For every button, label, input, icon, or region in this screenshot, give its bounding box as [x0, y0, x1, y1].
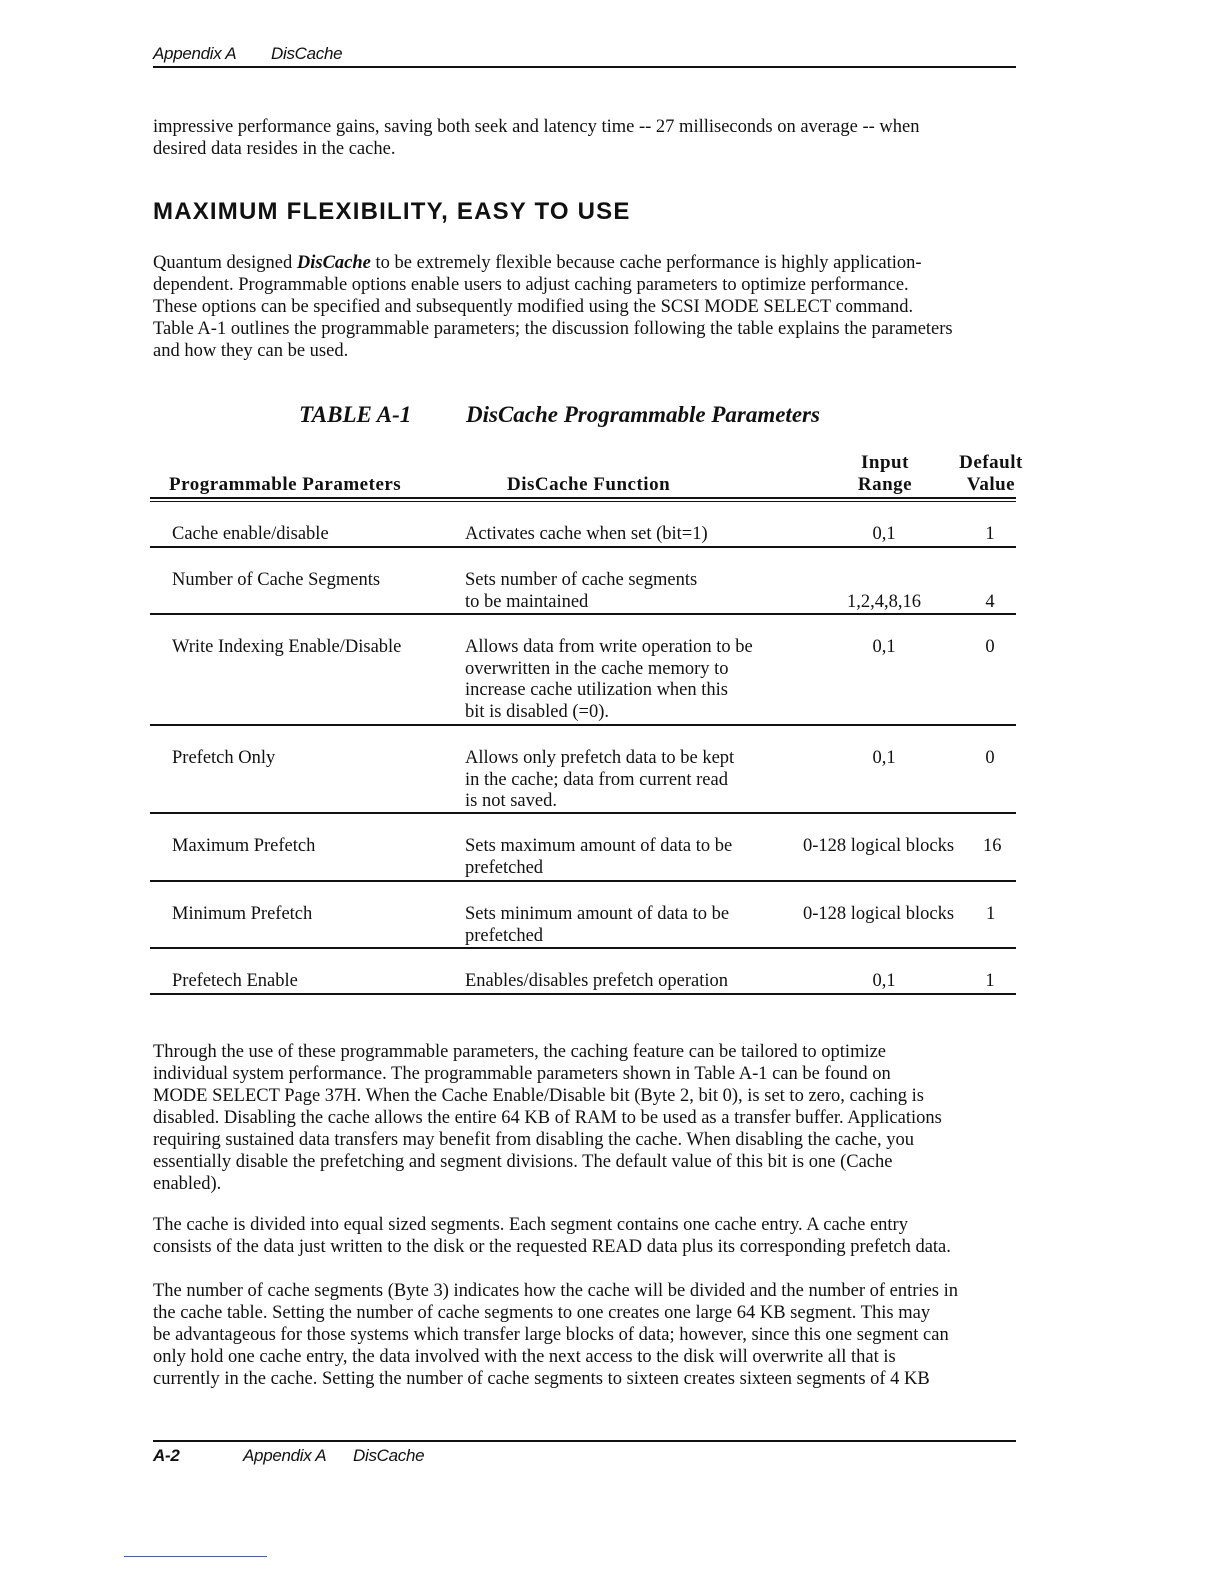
footer-appendix: Appendix A	[243, 1446, 327, 1465]
product-name: DisCache	[296, 253, 371, 273]
cell-parameter: Cache enable/disable	[172, 524, 329, 544]
body-paragraph	[153, 1280, 1023, 1390]
cell-range: 0-128 logical blocks	[803, 836, 955, 856]
text-line: The cache is divided into equal sized segments. Each segment contains one cache entry. A cache entry	[153, 1215, 908, 1235]
function-line: is not saved.	[465, 791, 557, 812]
header-default-value	[950, 452, 1032, 496]
section-title: MAXIMUM FLEXIBILITY, EASY TO USE	[153, 198, 631, 225]
page-number: A-2	[153, 1446, 180, 1465]
cell-range: 1,2,4,8,16	[847, 592, 921, 612]
text-line: the cache table. Setting the number of cache segments to one creates one large 64 KB segment. This may	[153, 1303, 931, 1323]
cell-parameter: Minimum Prefetch	[172, 904, 313, 924]
row-divider	[150, 812, 1016, 814]
cell-function	[465, 524, 708, 546]
text-line	[153, 252, 1023, 274]
cell-range: 0,1	[872, 971, 896, 991]
cell-range: 0,1	[872, 524, 896, 544]
cell-function	[465, 637, 753, 724]
function-line: bit is disabled (=0).	[465, 702, 610, 723]
header-input-range	[845, 452, 925, 496]
function-line: Sets number of cache segments	[465, 570, 698, 590]
text-line: MODE SELECT Page 37H. When the Cache Enable/Disable bit (Byte 2, bit 0), is set to zero, caching is	[153, 1086, 925, 1106]
text-line: Through the use of these programmable parameters, the caching feature can be tailored to optimize	[153, 1042, 887, 1062]
text-run: Quantum designed	[153, 253, 297, 273]
cell-default: 0	[985, 748, 995, 768]
footer-title: DisCache	[353, 1446, 425, 1465]
function-line: Enables/disables prefetch operation	[465, 971, 729, 991]
cell-default: 4	[985, 592, 995, 612]
row-divider	[150, 880, 1016, 882]
function-line: prefetched	[465, 857, 544, 878]
text-line: Table A-1 outlines the programmable parameters; the discussion following the table explains the parameters	[153, 319, 953, 339]
cell-parameter: Write Indexing Enable/Disable	[172, 637, 402, 657]
text-line: enabled).	[153, 1174, 222, 1194]
section-paragraph	[153, 252, 1023, 362]
function-line: Allows data from write operation to be	[465, 637, 753, 657]
text-line: essentially disable the prefetching and segment divisions. The default value of this bit is one (Cache	[153, 1152, 893, 1172]
header-programmable-parameters: Programmable Parameters	[169, 474, 402, 495]
text-line: and how they can be used.	[153, 341, 349, 361]
text-line: consists of the data just written to the disk or the requested READ data plus its corresponding prefetch data.	[153, 1237, 951, 1257]
cell-parameter: Number of Cache Segments	[172, 570, 381, 590]
text-line: dependent. Programmable options enable users to adjust caching parameters to optimize performance.	[153, 275, 909, 295]
cell-default: 0	[985, 637, 995, 657]
body-paragraph	[153, 1041, 1023, 1195]
cell-range: 0-128 logical blocks	[803, 904, 955, 924]
text-line: requiring sustained data transfers may benefit from disabling the cache. When disabling the cache, you	[153, 1130, 914, 1150]
header-line: Input	[861, 452, 909, 473]
body-paragraph	[153, 1214, 1023, 1258]
text-line: desired data resides in the cache.	[153, 139, 396, 159]
cell-function	[465, 971, 728, 993]
cell-function	[465, 836, 732, 879]
function-line: overwritten in the cache memory to	[465, 658, 729, 679]
cell-function	[465, 748, 734, 813]
header-line: Range	[857, 474, 913, 495]
header-appendix: Appendix A	[153, 44, 237, 63]
page-header	[153, 40, 1016, 68]
table-title: DisCache Programmable Parameters	[466, 402, 820, 427]
function-line: Sets maximum amount of data to be	[465, 836, 733, 856]
scan-edge-line	[124, 1556, 267, 1557]
cell-parameter: Prefetch Only	[172, 748, 276, 768]
text-line: These options can be specified and subsequently modified using the SCSI MODE SELECT command.	[153, 297, 914, 317]
function-line: in the cache; data from current read	[465, 769, 728, 790]
text-line: only hold one cache entry, the data involved with the next access to the disk will overwrite all that is	[153, 1347, 896, 1367]
page-footer	[153, 1440, 1016, 1472]
text-run: to be extremely flexible because cache performance is highly application-	[370, 253, 922, 273]
table-label: TABLE A-1	[299, 402, 412, 427]
row-divider	[150, 993, 1016, 995]
table-header-rule	[150, 497, 1016, 499]
text-line: impressive performance gains, saving both seek and latency time -- 27 milliseconds on average -- when	[153, 117, 920, 137]
row-divider	[150, 613, 1016, 615]
row-divider	[150, 724, 1016, 726]
cell-default: 1	[986, 904, 996, 924]
cell-default: 1	[985, 971, 995, 991]
function-line: to be maintained	[465, 591, 589, 612]
header-discache-function: DisCache Function	[507, 474, 671, 495]
cell-function	[465, 904, 729, 947]
table-header-rule	[150, 501, 1016, 502]
function-line: Sets minimum amount of data to be	[465, 904, 730, 924]
intro-paragraph	[153, 116, 1023, 160]
cell-default: 1	[985, 524, 995, 544]
cell-parameter: Maximum Prefetch	[172, 836, 316, 856]
cell-range: 0,1	[872, 637, 896, 657]
cell-parameter: Prefetech Enable	[172, 971, 298, 991]
row-divider	[150, 947, 1016, 949]
cell-function	[465, 570, 697, 613]
function-line: Activates cache when set (bit=1)	[465, 524, 708, 544]
text-line: individual system performance. The programmable parameters shown in Table A-1 can be found on	[153, 1064, 891, 1084]
text-line: currently in the cache. Setting the number of cache segments to sixteen creates sixteen segments of 4 KB	[153, 1369, 930, 1389]
function-line: Allows only prefetch data to be kept	[465, 748, 735, 768]
function-line: prefetched	[465, 925, 544, 946]
row-divider	[150, 546, 1016, 548]
text-line: disabled. Disabling the cache allows the entire 64 KB of RAM to be used as a transfer buffer. Applications	[153, 1108, 942, 1128]
header-line: Default	[959, 452, 1023, 473]
text-line: be advantageous for those systems which transfer large blocks of data; however, since this one segment can	[153, 1325, 949, 1345]
text-line: The number of cache segments (Byte 3) indicates how the cache will be divided and the number of entries in	[153, 1281, 958, 1301]
cell-range: 0,1	[872, 748, 896, 768]
header-title: DisCache	[271, 44, 343, 63]
function-line: increase cache utilization when this	[465, 680, 729, 701]
header-line: Value	[966, 474, 1016, 495]
cell-default: 16	[983, 836, 1002, 856]
